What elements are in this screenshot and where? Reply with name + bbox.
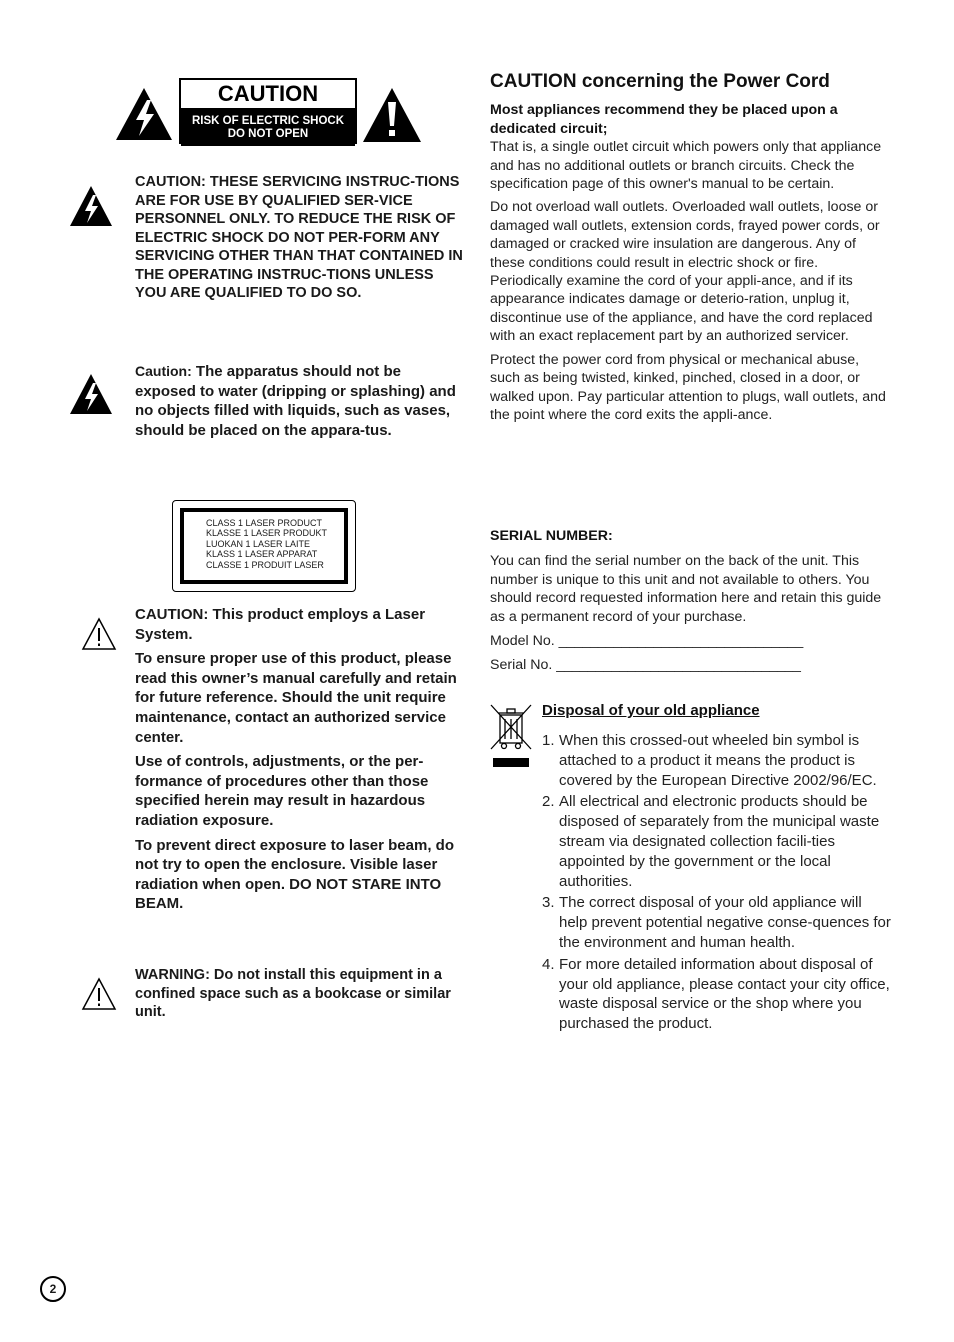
lightning-triangle-icon [69, 185, 113, 227]
warning-triangle-outline-icon [81, 617, 117, 651]
model-number-field: Model No. _______________________________ [490, 633, 804, 650]
page-number: 2 [40, 1276, 66, 1302]
warning-triangle-outline-icon [81, 977, 117, 1011]
serial-number-field: Serial No. _______________________________ [490, 657, 801, 674]
caution-label [179, 78, 357, 144]
lightning-triangle-icon [114, 86, 174, 142]
lightning-triangle-icon [69, 373, 113, 415]
serial-number-heading: SERIAL NUMBER: [490, 528, 613, 544]
water-caution-text: Caution: The apparatus should not be exposed to water (dripping or splashing) and no objects filled with liquids, such as vases, should be placed on the appara-tus. [135, 363, 456, 439]
install-warning-text: WARNING: Do not install this equipment in a confined space such as a bookcase or similar unit. [135, 967, 451, 1020]
servicing-caution-text: CAUTION: THESE SERVICING INSTRUC-TIONS ARE FOR USE BY QUALIFIED SER-VICE PERSONNEL ONLY. TO REDUCE THE RISK OF ELECTRIC SHOCK DO NOT PER-FORM ANY SERVICING OTHER THAN THAT CONTAINED IN THE OPERATING INSTRUC-TIONS UNLESS YOU ARE QUALIFIED TO DO SO. [135, 174, 463, 301]
caution-label-title: CAUTION [181, 80, 355, 110]
caution-label-subtitle: RISK OF ELECTRIC SHOCK DO NOT OPEN [181, 110, 355, 146]
list-item: 4. For more detailed information about disposal of your old appliance, please contact your city office, waste disposal service or the shop where you purchased the product. [542, 955, 890, 1033]
list-item: 1. When this crossed-out wheeled bin symbol is attached to a product it means the product is covered by the European Directive 2002/96/EC. [542, 732, 877, 789]
list-item: 2. All electrical and electronic products should be disposed of separately from the municipal waste stream via designated collection facili-ties appointed by the government or the local authorities. [542, 793, 880, 890]
list-item: 3. The correct disposal of your old appliance will help prevent potential negative conse-quences for the environment and human health. [542, 894, 891, 951]
laser-class-label: CLASS 1 LASER PRODUCT KLASSE 1 LASER PRODUKT LUOKAN 1 LASER LAITE KLASS 1 LASER APPARAT CLASSE 1 PRODUIT LASER [172, 500, 356, 592]
disposal-heading: Disposal of your old appliance [542, 702, 760, 719]
disposal-list [542, 731, 894, 1036]
exclamation-triangle-icon [361, 86, 423, 144]
power-cord-section: CAUTION concerning the Power Cord Most appliances recommend they be placed upon a dedicated circuit; That is, a single outlet circuit which powers only that appliance and has no additional outlets or branch circuits. Check the specification page of this owner's manual to be certain. Do not overload wall outlets. Overloaded wall outlets, loose or damaged wall outlets, extension cords, frayed power cords, or damaged or cracked wire insulation are dangerous. Any of these conditions could result in electric shock or fire. Periodically examine the cord of your appli-ance, and if its appearance indicates damage or deterio-ration, unplug it, discontinue use of the appliance, and have the cord replaced with an exact replacement part by an authorized servicer. Protect the power cord from physical or mechanical abuse, such as being twisted, kinked, pinched, closed in a door, or walked upon. Pay particular attention to plugs, wall outlets, and the point where the cord exits the appli-ance. [490, 73, 892, 429]
crossed-out-bin-icon [489, 703, 533, 769]
laser-caution-text: CAUTION: This product employs a Laser System. To ensure proper use of this product, please read this owner’s manual carefully and retain for future reference. Should the unit require maintenance, contact an authorized service center. Use of controls, adjustments, or the per-formance of procedures other than those specified herein may result in hazardous radiation exposure. To prevent direct exposure to laser beam, do not try to open the enclosure. Visible laser radiation when open. DO NOT STARE INTO BEAM. [135, 606, 457, 913]
power-cord-heading: CAUTION concerning the Power Cord [490, 71, 830, 92]
serial-number-section: SERIAL NUMBER: You can find the serial number on the back of the unit. This number is unique to this unit and not available to others. You should record requested information here and retain this guide as a permanent record of your purchase. Model No. _______________________________ Serial No. _______________________________ [490, 527, 892, 675]
